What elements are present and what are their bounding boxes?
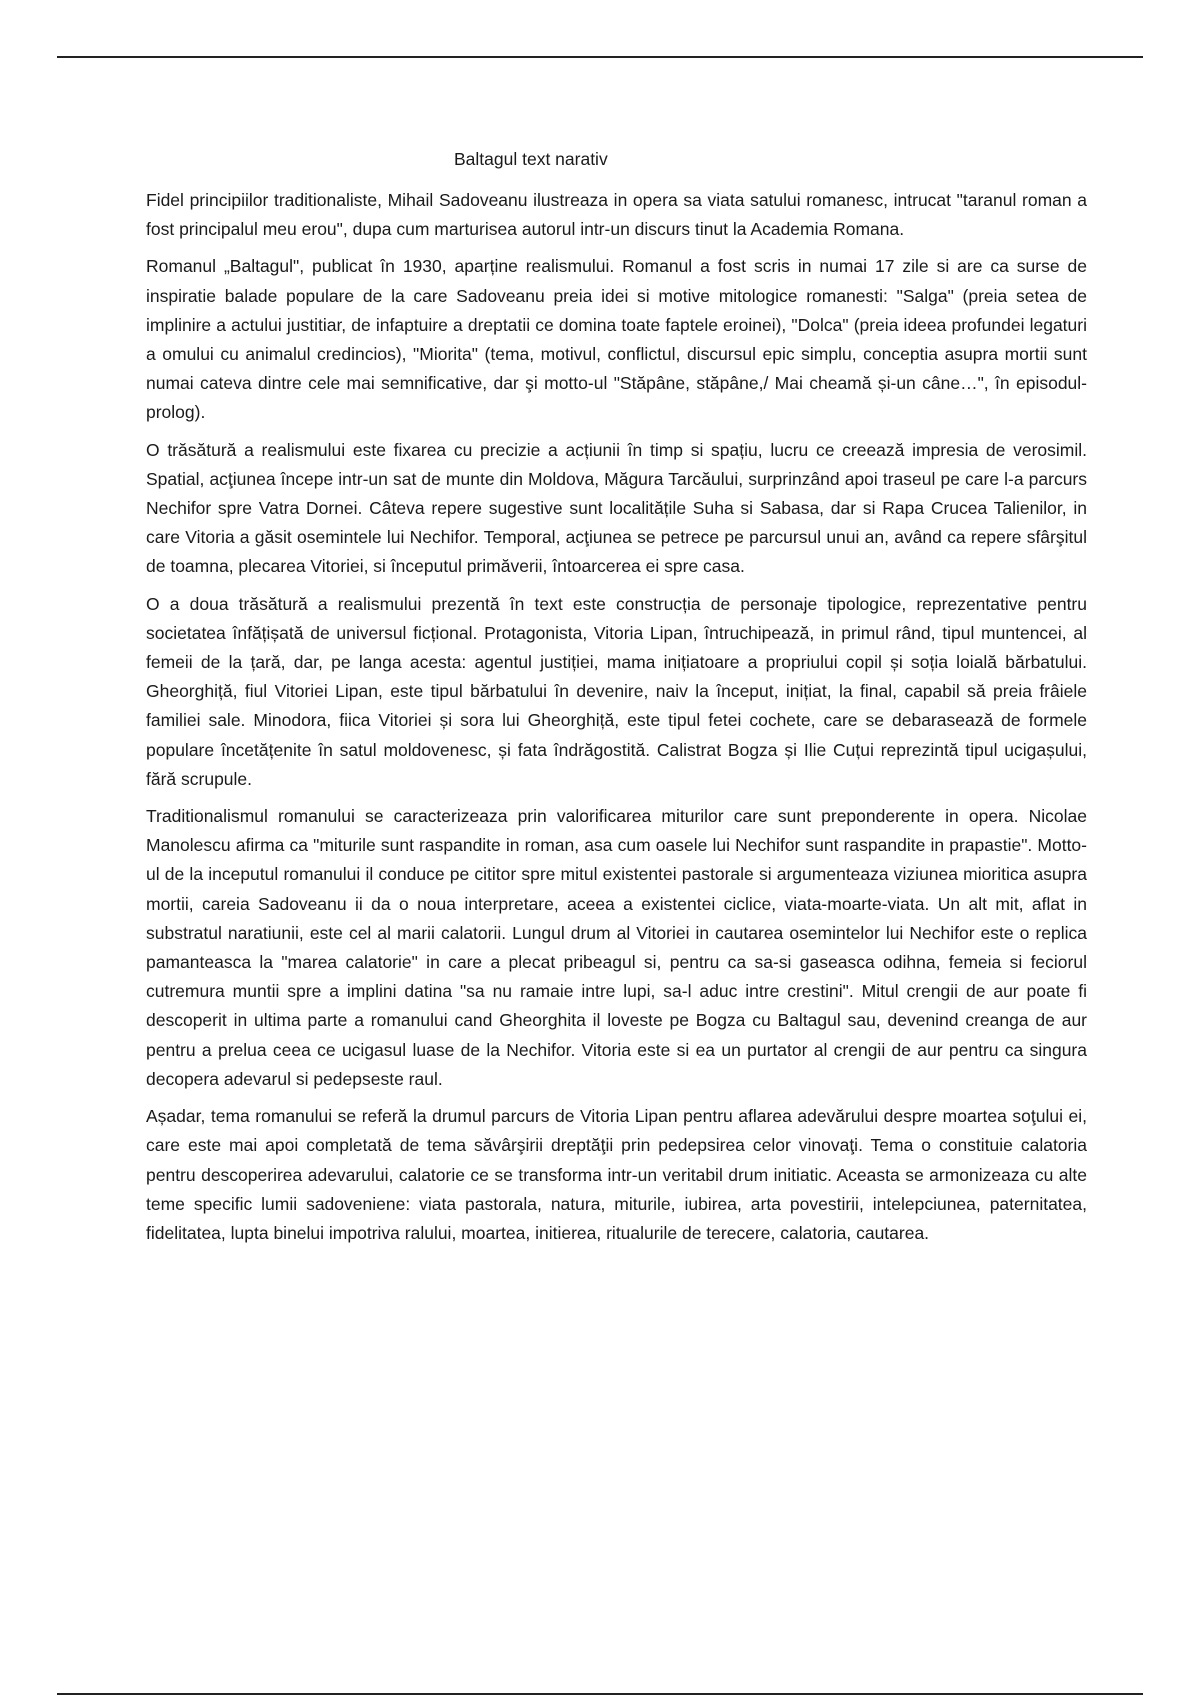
paragraph-sources: Romanul „Baltagul", publicat în 1930, aparține realismului. Romanul a fost scris in numai 17 zile si are ca surse de inspiratie balade populare de la care Sadoveanu preia idei si motive mitologice romanesti: "Salga" (preia setea de implinire a actului justitiar, de infaptuire a dreptatii ce domina toate faptele eroinei), "Dolca" (preia ideea profundei legaturi a omului cu animalul credincios), "Miorita" (tema, motivul, conflictul, discursul epic simplu, conceptia asupra mortii sunt numai cateva dintre cele mai semnificative, dar şi motto-ul "Stăpâne, stăpâne,/ Mai cheamă și-un câne…", în episodul-prolog). <box>146 256 1087 423</box>
paragraph-myths: Traditionalismul romanului se caracterizeaza prin valorificarea miturilor care sunt preponderente in opera. Nicolae Manolescu afirma ca "miturile sunt raspandite in roman, asa cum oasele lui Nechifor sunt raspandite in prapastie". Motto-ul de la inceputul romanului il conduce pe cititor spre mitul existentei pastorale si argumenteaza viziunea mioritica asupra mortii, careia Sadoveanu ii da o noua interpretare, aceea a existentei ciclice, viata-moarte-viata. Un alt mit, aflat in substratul naratiunii, este cel al marii calatorii. Lungul drum al Vitoriei in cautarea osemintelor lui Nechifor este o replica pamanteasca la "marea calatorie" in care a plecat pribeagul si, pentru ca sa-si gaseasca odihna, femeia si feciorul cutremura muntii spre a implini datina "sa nu ramaie intre lupi, sa-l aduc intre crestini". Mitul crengii de aur poate fi descoperit in ultima parte a romanului cand Gheorghita il loveste pe Bogza cu Baltagul sau, devenind creanga de aur pentru a prelua ceea ce ucigasul luase de la Nechifor. Vitoria este si ea un purtator al crengii de aur pentru ca singura decopera adevarul si pedepseste raul. <box>146 806 1087 1089</box>
paragraph-intro: Fidel principiilor traditionaliste, Mihail Sadoveanu ilustreaza in opera sa viata satului romanesc, intrucat "taranul roman a fost principalul meu erou", dupa cum marturisea autorul intr-un discurs tinut la Academia Romana. <box>146 190 1087 240</box>
paragraph-characters: O a doua trăsătură a realismului prezentă în text este construcția de personaje tipologice, reprezentative pentru societatea înfățișată de universul ficțional. Protagonista, Vitoria Lipan, întruchipează, in primul rând, tipul muntencei, al femeii de la țară, dar, pe langa acesta: agentul justiției, mama inițiatoare a propriului copil și soția loială bărbatului. Gheorghiță, fiul Vitoriei Lipan, este tipul bărbatului în devenire, naiv la început, inițiat, la final, capabil să preia frâiele familiei sale. Minodora, fiica Vitoriei și sora lui Gheorghiță, este tipul fetei cochete, care se debarasează de formele populare încetățenite în satul moldovenesc, și fata îndrăgostită. Calistrat Bogza și Ilie Cuțui reprezintă tipul ucigașului, fără scrupule. <box>146 593 1087 789</box>
paragraph-theme: Așadar, tema romanului se referă la drumul parcurs de Vitoria Lipan pentru aflarea adevărului despre moartea soţului ei, care este mai apoi completată de tema săvârşirii dreptăţii prin pedepsirea celor vinovaţi. Tema o constituie calatoria pentru descoperirea adevarului, calatorie ce se transforma intr-un veritabil drum initiatic. Aceasta se armonizeaza cu alte teme specific lumii sadoveniene: viata pastorala, natura, miturile, iubirea, arta povestirii, intelepciunea, paternitatea, fidelitatea, lupta binelui impotriva ralului, moartea, initierea, ritualurile de terecere, calatoria, cautarea. <box>146 1106 1087 1243</box>
footer-rule <box>57 1693 1143 1695</box>
header-rule <box>57 56 1143 58</box>
paragraph-time-space: O trăsătură a realismului este fixarea cu precizie a acțiunii în timp si spațiu, lucru ce creează impresia de verosimil. Spatial, acţiunea începe intr-un sat de munte din Moldova, Măgura Tarcăului, surprinzând apoi traseul pe care l-a parcurs Nechifor spre Vatra Dornei. Câteva repere sugestive sunt localitățile Suha si Sabasa, dar si Rapa Crucea Talienilor, in care Vitoria a găsit osemintele lui Nechifor. Temporal, acţiunea se petrece pe parcursul unui an, având ca repere sfârşitul de toamna, plecarea Vitoriei, si începutul primăverii, întoarcerea ei spre casa. <box>146 439 1087 577</box>
document-title: Baltagul text narativ <box>454 149 608 169</box>
document-body <box>146 144 1087 1256</box>
